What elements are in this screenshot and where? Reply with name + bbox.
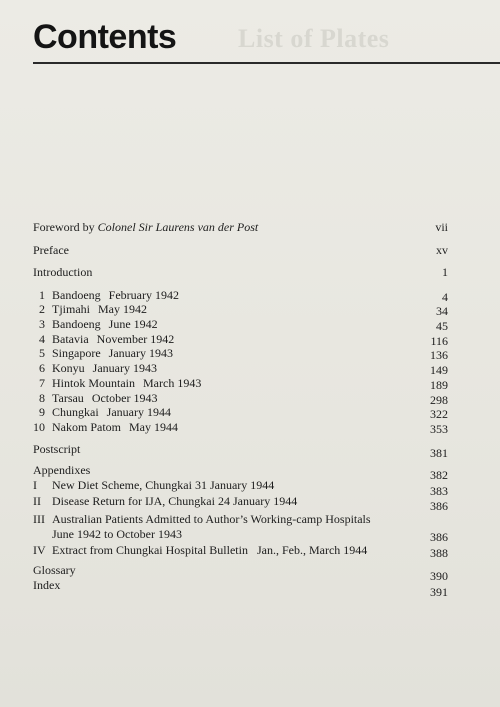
toc-page-number: 391 <box>430 585 448 599</box>
chapter-title: Bandoeng June 1942 <box>52 317 158 331</box>
toc-page-number: 353 <box>430 422 448 436</box>
chapter-number: 7 <box>39 376 45 390</box>
toc-page-number: 1 <box>442 265 448 279</box>
toc-page-number: 390 <box>430 569 448 583</box>
toc-page-number: 116 <box>430 334 448 348</box>
appendix-number: II <box>33 494 41 508</box>
chapter-number: 8 <box>39 391 45 405</box>
appendix-title: New Diet Scheme, Chungkai 31 January 1944 <box>52 478 275 492</box>
toc-page-number: 383 <box>430 484 448 498</box>
toc-entry-title: Preface <box>33 243 69 257</box>
page-title: Contents <box>33 18 177 56</box>
chapter-number: 1 <box>39 288 45 302</box>
toc-entry-title: Glossary <box>33 563 76 577</box>
chapter-title: Bandoeng February 1942 <box>52 288 179 302</box>
toc-entry-title: Postscript <box>33 442 81 456</box>
chapter-number: 4 <box>39 332 45 346</box>
appendix-number: III <box>33 512 45 526</box>
toc-page-number: 34 <box>436 304 448 318</box>
toc-entry-title: Foreword by Colonel Sir Laurens van der Post <box>33 220 259 234</box>
appendix-title: Extract from Chungkai Hospital Bulletin Jan., Feb., March 1944 <box>52 543 368 557</box>
appendix-title: Disease Return for IJA, Chungkai 24 January 1944 <box>52 494 298 508</box>
toc-page-number: 4 <box>442 290 448 304</box>
chapter-title: Batavia November 1942 <box>52 332 175 346</box>
chapter-number: 3 <box>39 317 45 331</box>
appendix-title: Australian Patients Admitted to Author’s Working-camp Hospitals <box>52 512 371 526</box>
show-through-heading: List of Plates <box>238 24 390 53</box>
toc-page-number: 382 <box>430 468 448 482</box>
chapter-title: Konyu January 1943 <box>52 361 157 375</box>
toc-page-number: 386 <box>430 499 448 513</box>
chapter-number: 2 <box>39 302 45 316</box>
toc-page-number: 45 <box>436 319 448 333</box>
toc-entry-title: Index <box>33 578 61 592</box>
appendix-number: IV <box>33 543 46 557</box>
toc-entry-title: Appendixes <box>33 463 91 477</box>
title-rule <box>33 62 500 64</box>
toc-page-number: 298 <box>430 393 448 407</box>
chapter-number: 5 <box>39 346 45 360</box>
toc-page-number: 136 <box>430 348 448 362</box>
chapter-number: 10 <box>33 420 45 434</box>
toc-page-number: vii <box>435 220 448 234</box>
toc-page-number: 189 <box>430 378 448 392</box>
appendix-title-continued: June 1942 to October 1943 <box>52 527 182 541</box>
toc-page-number: 322 <box>430 407 448 421</box>
chapter-number: 6 <box>39 361 45 375</box>
chapter-title: Tarsau October 1943 <box>52 391 158 405</box>
chapter-title: Chungkai January 1944 <box>52 405 171 419</box>
toc-page-number: 149 <box>430 363 448 377</box>
chapter-number: 9 <box>39 405 45 419</box>
chapter-title: Tjimahi May 1942 <box>52 302 147 316</box>
toc-page-number: 388 <box>430 546 448 560</box>
chapter-title: Nakom Patom May 1944 <box>52 420 178 434</box>
toc-page-number: 381 <box>430 446 448 460</box>
toc-entry-title: Introduction <box>33 265 93 279</box>
chapter-title: Hintok Mountain March 1943 <box>52 376 202 390</box>
chapter-title: Singapore January 1943 <box>52 346 173 360</box>
toc-page-number: xv <box>436 243 448 257</box>
appendix-number: I <box>33 478 37 492</box>
toc-page-number: 386 <box>430 530 448 544</box>
